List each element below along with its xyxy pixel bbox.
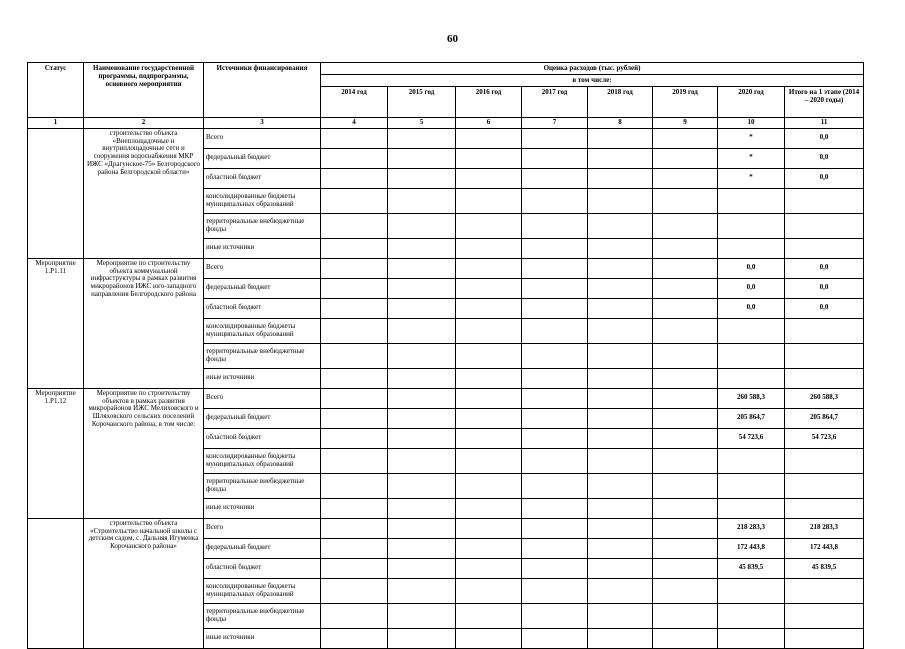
total-value: 218 283,3	[785, 518, 864, 538]
total-value	[785, 498, 864, 518]
year-value-cell	[522, 578, 588, 603]
year-value-cell	[388, 408, 456, 428]
year-value-cell	[388, 448, 456, 473]
column-number: 7	[522, 117, 588, 128]
year-value-cell	[456, 148, 522, 168]
year-value-cell	[388, 603, 456, 628]
total-value: 172 443,8	[785, 538, 864, 558]
year-value-cell	[588, 238, 653, 258]
source-cell: Всего	[204, 128, 321, 148]
year-value-cell	[456, 368, 522, 388]
year-value-cell	[588, 148, 653, 168]
year-2020-value	[718, 628, 785, 648]
year-value-cell	[388, 168, 456, 188]
year-value-cell	[588, 128, 653, 148]
year-value-cell	[653, 558, 718, 578]
column-number: 9	[653, 117, 718, 128]
source-cell: территориальные внебюджетные фонды	[204, 343, 321, 368]
year-2020-value: 172 443,8	[718, 538, 785, 558]
page-number: 60	[447, 33, 458, 45]
year-2020-value	[718, 473, 785, 498]
table-row	[28, 518, 864, 538]
year-value-cell	[522, 388, 588, 408]
column-number: 6	[456, 117, 522, 128]
year-value-cell	[522, 128, 588, 148]
total-value	[785, 213, 864, 238]
year-2020-value: 0,0	[718, 298, 785, 318]
year-value-cell	[388, 538, 456, 558]
source-cell: консолидированные бюджеты муниципальных образований	[204, 318, 321, 343]
year-value-cell	[388, 628, 456, 648]
year-value-cell	[321, 518, 388, 538]
year-value-cell	[456, 628, 522, 648]
year-2020-value	[718, 343, 785, 368]
year-value-cell	[321, 318, 388, 343]
year-value-cell	[456, 408, 522, 428]
year-value-cell	[388, 428, 456, 448]
year-value-cell	[522, 258, 588, 278]
year-2020-value	[718, 318, 785, 343]
year-value-cell	[321, 603, 388, 628]
year-value-cell	[653, 578, 718, 603]
column-number: 1	[28, 117, 84, 128]
year-value-cell	[653, 238, 718, 258]
header-name: Наименование государственной программы, подпрограммы, основного мероприятия	[84, 63, 204, 118]
year-value-cell	[321, 128, 388, 148]
year-value-cell	[321, 498, 388, 518]
year-value-cell	[653, 368, 718, 388]
year-value-cell	[588, 603, 653, 628]
total-value: 0,0	[785, 278, 864, 298]
year-value-cell	[456, 558, 522, 578]
year-value-cell	[456, 603, 522, 628]
budget-table	[27, 62, 864, 649]
year-value-cell	[588, 318, 653, 343]
total-value	[785, 473, 864, 498]
total-value	[785, 343, 864, 368]
header-year: 2018 год	[588, 86, 653, 117]
year-2020-value: *	[718, 128, 785, 148]
year-value-cell	[321, 558, 388, 578]
total-value: 0,0	[785, 298, 864, 318]
column-number: 8	[588, 117, 653, 128]
year-value-cell	[321, 343, 388, 368]
year-value-cell	[653, 213, 718, 238]
year-value-cell	[653, 628, 718, 648]
year-value-cell	[653, 258, 718, 278]
year-value-cell	[456, 213, 522, 238]
total-value	[785, 448, 864, 473]
year-value-cell	[522, 518, 588, 538]
year-value-cell	[522, 603, 588, 628]
header-sources: Источники финансирования	[204, 63, 321, 118]
year-value-cell	[388, 388, 456, 408]
year-value-cell	[456, 188, 522, 213]
year-value-cell	[522, 558, 588, 578]
year-value-cell	[456, 278, 522, 298]
year-value-cell	[388, 498, 456, 518]
year-value-cell	[321, 428, 388, 448]
total-value: 0,0	[785, 258, 864, 278]
source-cell: федеральный бюджет	[204, 148, 321, 168]
year-value-cell	[456, 318, 522, 343]
year-value-cell	[388, 473, 456, 498]
year-value-cell	[388, 128, 456, 148]
header-total: Итого на 1 этапе (2014 – 2020 годы)	[785, 86, 864, 117]
year-value-cell	[388, 518, 456, 538]
header-year: 2017 год	[522, 86, 588, 117]
year-value-cell	[588, 213, 653, 238]
year-value-cell	[388, 213, 456, 238]
year-2020-value	[718, 578, 785, 603]
year-2020-value: 45 839,5	[718, 558, 785, 578]
year-value-cell	[388, 318, 456, 343]
year-value-cell	[388, 278, 456, 298]
name-cell: строительство объекта «Строительство начальной школы с детским садом, с. Дальняя Игуменка Корочанского района»	[84, 518, 204, 648]
year-2020-value	[718, 188, 785, 213]
year-value-cell	[653, 428, 718, 448]
name-cell: Мероприятие по строительству объекта коммунальной инфраструктуры в рамках развития микрорайонов ИЖС юго-западного направления Белгородского района	[84, 258, 204, 388]
year-value-cell	[653, 278, 718, 298]
source-cell: областной бюджет	[204, 558, 321, 578]
year-2020-value	[718, 368, 785, 388]
year-value-cell	[321, 473, 388, 498]
year-value-cell	[522, 628, 588, 648]
year-value-cell	[653, 343, 718, 368]
source-cell: иные источники	[204, 498, 321, 518]
year-value-cell	[522, 148, 588, 168]
total-value	[785, 368, 864, 388]
source-cell: иные источники	[204, 368, 321, 388]
name-cell: строительство объекта «Внеплощадочные и внутриплощадочные сети и сооружения водоснабжения МКР ИЖС «Драгунское-75» Белгородского района Белгородской области»	[84, 128, 204, 258]
column-number: 10	[718, 117, 785, 128]
year-2020-value: *	[718, 168, 785, 188]
status-cell	[28, 128, 84, 258]
year-value-cell	[588, 538, 653, 558]
year-value-cell	[653, 498, 718, 518]
year-value-cell	[321, 368, 388, 388]
year-2020-value: 218 283,3	[718, 518, 785, 538]
year-value-cell	[456, 238, 522, 258]
year-value-cell	[588, 628, 653, 648]
year-value-cell	[522, 278, 588, 298]
year-value-cell	[321, 628, 388, 648]
year-value-cell	[456, 578, 522, 603]
source-cell: консолидированные бюджеты муниципальных образований	[204, 188, 321, 213]
year-value-cell	[456, 498, 522, 518]
year-value-cell	[522, 213, 588, 238]
year-value-cell	[522, 343, 588, 368]
source-cell: Всего	[204, 518, 321, 538]
total-value	[785, 318, 864, 343]
year-value-cell	[388, 368, 456, 388]
total-value	[785, 628, 864, 648]
year-value-cell	[522, 408, 588, 428]
year-value-cell	[388, 298, 456, 318]
source-cell: Всего	[204, 258, 321, 278]
year-value-cell	[588, 188, 653, 213]
source-cell: федеральный бюджет	[204, 408, 321, 428]
header-year: 2015 год	[388, 86, 456, 117]
year-2020-value: 54 723,6	[718, 428, 785, 448]
year-value-cell	[388, 148, 456, 168]
year-value-cell	[456, 388, 522, 408]
year-value-cell	[522, 238, 588, 258]
source-cell: федеральный бюджет	[204, 538, 321, 558]
year-value-cell	[321, 238, 388, 258]
year-value-cell	[653, 603, 718, 628]
source-cell: территориальные внебюджетные фонды	[204, 473, 321, 498]
source-cell: территориальные внебюджетные фонды	[204, 213, 321, 238]
year-value-cell	[588, 368, 653, 388]
year-value-cell	[588, 278, 653, 298]
header-status: Статус	[28, 63, 84, 118]
year-value-cell	[522, 428, 588, 448]
year-value-cell	[388, 238, 456, 258]
year-value-cell	[653, 128, 718, 148]
year-value-cell	[522, 538, 588, 558]
total-value: 54 723,6	[785, 428, 864, 448]
header-expenses: Оценка расходов (тыс. рублей)	[321, 63, 864, 75]
year-value-cell	[321, 388, 388, 408]
total-value	[785, 188, 864, 213]
status-cell	[28, 518, 84, 648]
year-value-cell	[588, 258, 653, 278]
name-cell: Мероприятие по строительству объектов в рамках развития микрорайонов ИЖС Мелиховского и Шляховского сельских поселений Корочанского района, в том числе:	[84, 388, 204, 518]
year-value-cell	[588, 578, 653, 603]
year-value-cell	[588, 448, 653, 473]
year-value-cell	[653, 298, 718, 318]
column-number: 11	[785, 117, 864, 128]
year-value-cell	[456, 168, 522, 188]
header-including: в том числе:	[321, 75, 864, 87]
column-number: 5	[388, 117, 456, 128]
header-year: 2019 год	[653, 86, 718, 117]
total-value: 205 864,7	[785, 408, 864, 428]
year-value-cell	[456, 128, 522, 148]
year-2020-value	[718, 603, 785, 628]
total-value: 260 588,3	[785, 388, 864, 408]
year-2020-value	[718, 448, 785, 473]
year-value-cell	[388, 578, 456, 603]
total-value: 0,0	[785, 148, 864, 168]
year-2020-value	[718, 213, 785, 238]
year-value-cell	[321, 448, 388, 473]
year-2020-value: *	[718, 148, 785, 168]
year-value-cell	[522, 448, 588, 473]
total-value	[785, 578, 864, 603]
year-value-cell	[522, 318, 588, 343]
column-number-row	[28, 117, 864, 128]
year-value-cell	[653, 473, 718, 498]
status-cell: Мероприятие 1.Р1.12	[28, 388, 84, 518]
year-value-cell	[588, 343, 653, 368]
year-value-cell	[653, 538, 718, 558]
source-cell: иные источники	[204, 628, 321, 648]
year-value-cell	[456, 343, 522, 368]
year-value-cell	[321, 538, 388, 558]
source-cell: Всего	[204, 388, 321, 408]
year-value-cell	[388, 558, 456, 578]
year-value-cell	[653, 388, 718, 408]
year-value-cell	[321, 578, 388, 603]
year-value-cell	[456, 258, 522, 278]
year-2020-value: 205 864,7	[718, 408, 785, 428]
total-value	[785, 603, 864, 628]
source-cell: территориальные внебюджетные фонды	[204, 603, 321, 628]
year-value-cell	[653, 148, 718, 168]
year-value-cell	[321, 258, 388, 278]
source-cell: областной бюджет	[204, 168, 321, 188]
year-value-cell	[456, 473, 522, 498]
year-value-cell	[456, 428, 522, 448]
year-value-cell	[588, 498, 653, 518]
year-2020-value: 0,0	[718, 258, 785, 278]
year-value-cell	[653, 448, 718, 473]
year-value-cell	[588, 428, 653, 448]
year-value-cell	[522, 188, 588, 213]
source-cell: областной бюджет	[204, 298, 321, 318]
source-cell: консолидированные бюджеты муниципальных образований	[204, 448, 321, 473]
year-value-cell	[321, 188, 388, 213]
year-value-cell	[588, 518, 653, 538]
total-value: 45 839,5	[785, 558, 864, 578]
year-value-cell	[456, 298, 522, 318]
year-value-cell	[653, 408, 718, 428]
year-value-cell	[653, 188, 718, 213]
year-value-cell	[588, 558, 653, 578]
year-2020-value: 260 588,3	[718, 388, 785, 408]
year-value-cell	[321, 148, 388, 168]
year-value-cell	[321, 298, 388, 318]
year-value-cell	[653, 168, 718, 188]
year-value-cell	[588, 408, 653, 428]
year-value-cell	[653, 518, 718, 538]
source-cell: федеральный бюджет	[204, 278, 321, 298]
year-value-cell	[588, 388, 653, 408]
year-value-cell	[588, 298, 653, 318]
year-2020-value	[718, 498, 785, 518]
year-value-cell	[588, 473, 653, 498]
year-2020-value	[718, 238, 785, 258]
year-value-cell	[522, 298, 588, 318]
column-number: 3	[204, 117, 321, 128]
year-value-cell	[321, 213, 388, 238]
year-value-cell	[456, 448, 522, 473]
year-value-cell	[522, 168, 588, 188]
header-year: 2020 год	[718, 86, 785, 117]
table-row	[28, 128, 864, 148]
year-value-cell	[653, 318, 718, 343]
source-cell: консолидированные бюджеты муниципальных образований	[204, 578, 321, 603]
year-value-cell	[522, 498, 588, 518]
year-value-cell	[388, 258, 456, 278]
year-value-cell	[388, 188, 456, 213]
year-value-cell	[388, 343, 456, 368]
year-value-cell	[522, 473, 588, 498]
status-cell: Мероприятие 1.Р1.11	[28, 258, 84, 388]
header-year: 2016 год	[456, 86, 522, 117]
column-number: 2	[84, 117, 204, 128]
year-2020-value: 0,0	[718, 278, 785, 298]
year-value-cell	[456, 538, 522, 558]
source-cell: областной бюджет	[204, 428, 321, 448]
table-body	[28, 128, 864, 648]
header-year: 2014 год	[321, 86, 388, 117]
table-row	[28, 258, 864, 278]
total-value: 0,0	[785, 128, 864, 148]
year-value-cell	[321, 408, 388, 428]
year-value-cell	[321, 168, 388, 188]
year-value-cell	[522, 368, 588, 388]
total-value: 0,0	[785, 168, 864, 188]
table-row	[28, 388, 864, 408]
source-cell: иные источники	[204, 238, 321, 258]
total-value	[785, 238, 864, 258]
year-value-cell	[321, 278, 388, 298]
year-value-cell	[456, 518, 522, 538]
year-value-cell	[588, 168, 653, 188]
column-number: 4	[321, 117, 388, 128]
